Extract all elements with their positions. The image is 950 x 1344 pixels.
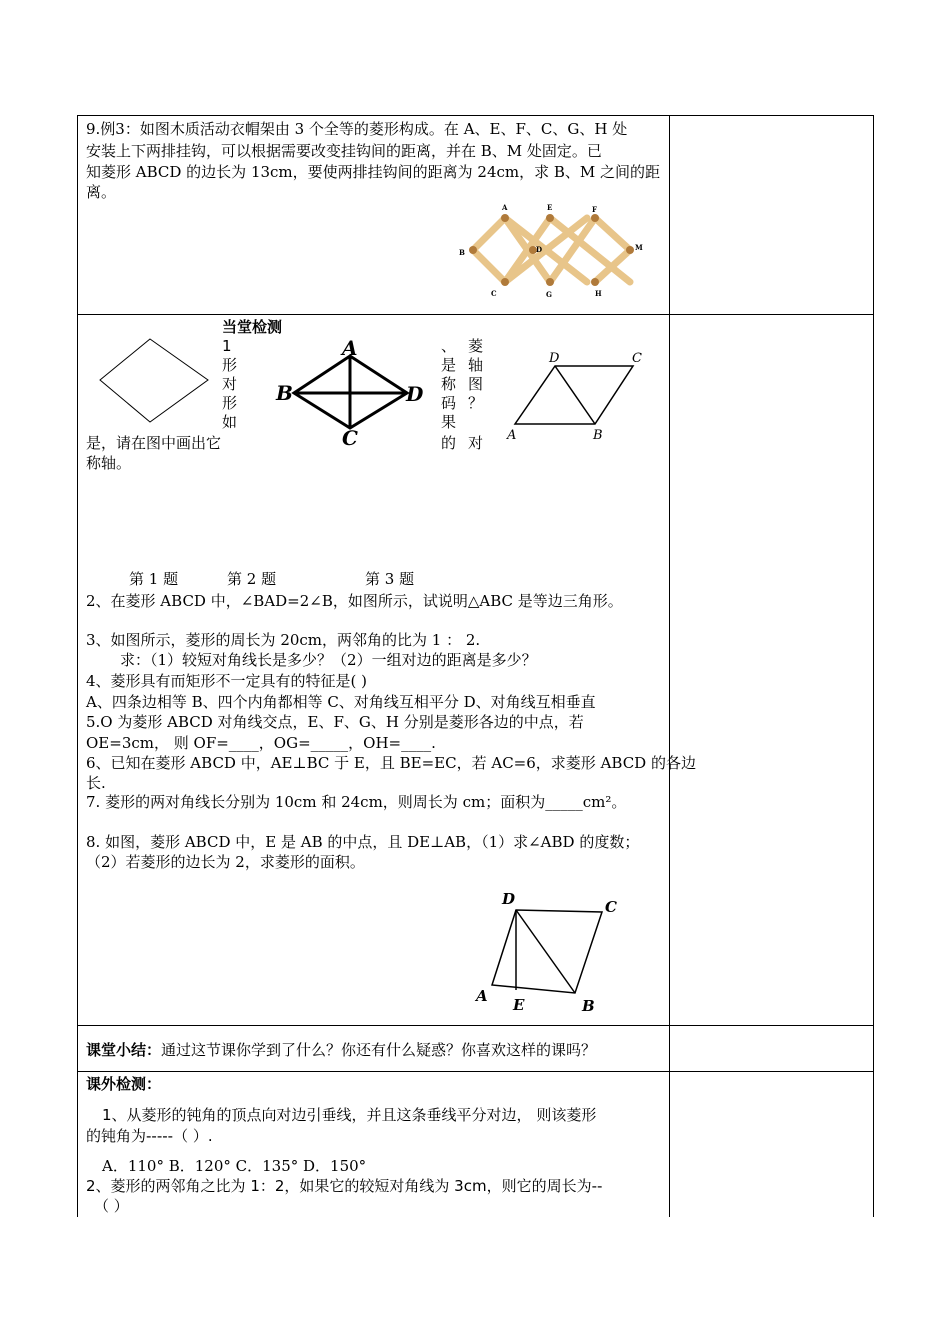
row-divider-1 [77,314,874,315]
section-check-title: 当堂检测 [222,318,283,336]
example9-line1: 9.例3：如图木质活动衣帽架由 3 个全等的菱形构成。在 A、E、F、C、G、H 处 [86,120,628,138]
table-top-border [77,115,874,116]
q4: 4、菱形具有而矩形不一定具有的特征是( ) [86,672,368,690]
rack-label: H [595,289,602,298]
rack-label: F [592,205,597,214]
q3b: 求：（1）较短对角线长是多少？（2）一组对边的距离是多少？ [120,651,537,669]
q8a: 8. 如图，菱形 ABCD 中，E 是 AB 的中点，且 DE⊥AB，（1）求∠ABD 的度数； [86,833,640,851]
homework-title: 课外检测： [86,1075,162,1093]
q5b: OE=3cm， 则 OF=____，OG=_____，OH=____. [86,734,436,752]
example9-line3: 知菱形 ABCD 的边长为 13cm，要使两排挂钩间的距离为 24cm，求 B、M 之间的距 [86,163,661,181]
summary-text: 通过这节课你学到了什么？你还有什么疑惑？你喜欢这样的课吗？ [161,1041,597,1059]
q1-col1: 1 形 对 形 如 [222,337,238,431]
fig2-label-c: C [342,426,358,450]
q6a: 6、已知在菱形 ABCD 中，AE⊥BC 于 E，且 BE=EC，若 AC=6，求菱形 ABCD 的各边 [86,754,696,772]
table-mid-border [669,115,670,1217]
caption-fig2: 第 2 题 [227,570,277,588]
fig1-rhombus [98,338,210,426]
fig2-label-d: D [406,382,424,406]
q7: 7. 菱形的两对角线长分别为 10cm 和 24cm，则周长为 cm；面积为_____cm²。 [86,793,627,811]
summary-row [86,1040,596,1060]
caption-fig1: 第 1 题 [129,570,179,588]
example9-line2: 安装上下两排挂钩，可以根据需要改变挂钩间的距离，并在 B、M 处固定。已 [86,142,602,160]
homework-q1b: 的钝角为-----（ ）. [86,1127,213,1145]
fig8-label-b: B [582,997,595,1015]
q3a: 3、如图所示，菱形的周长为 20cm，两邻角的比为 1 ： 2. [86,631,481,649]
q1-tail-a2: 的 [441,434,457,452]
rack-label: C [491,289,497,298]
fig3-label-c: C [632,351,642,366]
fig8-label-a: A [476,987,488,1005]
rack-label: B [459,248,465,257]
q2: 2、在菱形 ABCD 中，∠BAD=2∠B，如图所示，试说明△ABC 是等边三角形。 [86,592,623,610]
example9-line4: 离。 [86,183,117,201]
q1-tail-b: 称轴。 [86,454,132,472]
q8b: （2）若菱形的边长为 2，求菱形的面积。 [86,853,365,871]
rack-label: D [536,245,543,254]
fig8-label-d: D [502,890,516,908]
fig2-rhombus [272,338,432,450]
fig8-rhombus [470,885,630,1017]
homework-q1a: 1、从菱形的钝角的顶点向对边引垂线，并且这条垂线平分对边， 则该菱形 [102,1106,597,1124]
q5a: 5.O 为菱形 ABCD 对角线交点，E、F、G、H 分别是菱形各边的中点，若 [86,713,584,731]
caption-fig3: 第 3 题 [365,570,415,588]
rack-label: M [635,243,643,252]
q4-options: A、四条边相等 B、四个内角都相等 C、对角线互相平分 D、对角线互相垂直 [86,693,596,711]
rack-label: G [546,290,552,299]
homework-q2a: 2、菱形的两邻角之比为 1：2，如果它的较短对角线为 3cm，则它的周长为-- [86,1177,603,1195]
fig3-label-b: B [593,428,603,443]
q6b: 长. [86,774,106,792]
table-right-border [873,115,874,1217]
fig2-label-a: A [342,336,358,360]
row-divider-3 [77,1071,874,1072]
homework-q1-options: A．110° B．120° C．135° D．150° [102,1157,367,1175]
q1-col2: 、 是 称 码 果 [441,337,457,431]
fig8-label-c: C [605,898,617,916]
coat-rack-figure [455,200,655,300]
table-left-border [77,115,78,1217]
fig3-label-d: D [549,351,560,366]
q1-col3: 菱 轴 图 ？ [468,337,484,412]
fig2-label-b: B [276,381,293,405]
rack-label: A [502,203,508,212]
q1-tail-a: 是，请在图中画出它 [86,434,222,452]
fig3-label-a: A [507,428,517,443]
fig3-parallelogram [505,348,655,444]
fig8-label-e: E [513,996,525,1014]
row-divider-2 [77,1025,874,1026]
homework-q2b: （ ） [94,1197,129,1215]
q1-tail-a3: 对 [468,434,484,452]
rack-label: E [547,203,553,212]
summary-label: 课堂小结： [86,1041,162,1059]
